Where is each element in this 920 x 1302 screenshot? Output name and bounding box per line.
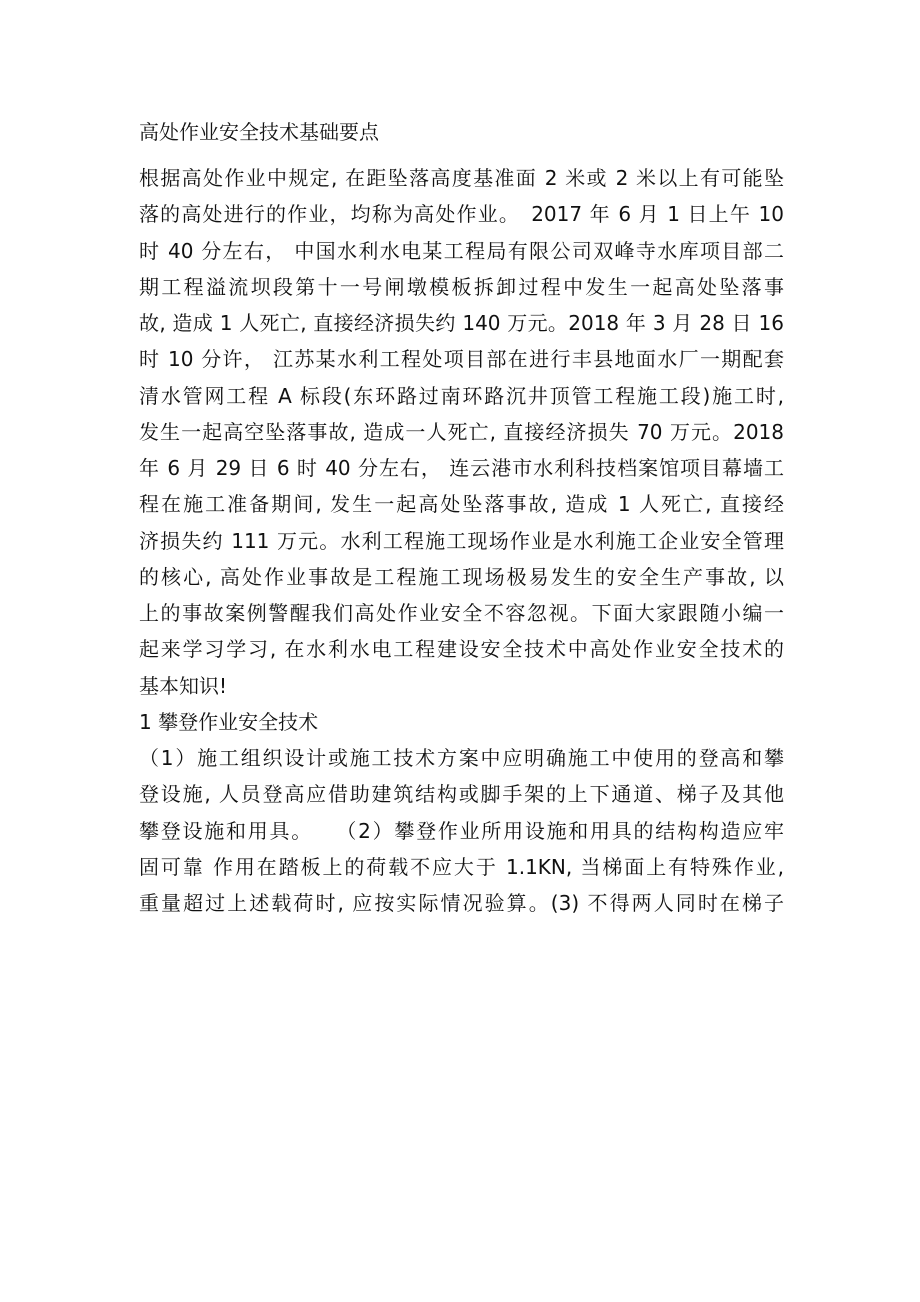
body-line: 清水管网工程 A 标段(东环路过南环路沉井顶管工程施工段)施工时, xyxy=(139,383,784,408)
body-line: 根据高处作业中规定, 在距坠落高度基准面 2 米或 2 米以上有可能坠 xyxy=(139,166,784,190)
body-line: 故, 造成 1 人死亡, 直接经济损失约 140 万元。2018 年 3 月 28 日 16 xyxy=(139,311,784,335)
body-line: 时 40 分左右， 中国水利水电某工程局有限公司双峰寺水库项目部二 xyxy=(139,238,784,263)
body-line: 固可靠 作用在踏板上的荷载不应大于 1.1KN, 当梯面上有特殊作业, xyxy=(139,854,784,879)
body-line: 上的事故案例警醒我们高处作业安全不容忽视。下面大家跟随小编一 xyxy=(139,601,784,625)
body-line: 登设施, 人员登高应借助建筑结构或脚手架的上下通道、梯子及其他 xyxy=(139,782,784,807)
body-line: 济损失约 111 万元。水利工程施工现场作业是水利施工企业安全管理 xyxy=(139,528,784,553)
body-line: 起来学习学习, 在水利水电工程建设安全技术中高处作业安全技术的 xyxy=(139,637,784,662)
body-line: 年 6 月 29 日 6 时 40 分左右， 连云港市水利科技档案馆项目幕墙工 xyxy=(139,456,784,480)
body-line: 重量超过上述载荷时, 应按实际情况验算。(3) 不得两人同时在梯子 xyxy=(139,891,784,915)
body-line: 攀登设施和用具。 （2）攀登作业所用设施和用具的结构构造应牢 xyxy=(139,818,784,843)
body-line: 期工程溢流坝段第十一号闸墩模板拆卸过程中发生一起高处坠落事 xyxy=(139,274,784,299)
body-line: 落的高处进行的作业，均称为高处作业。 2017 年 6 月 1 日上午 10 xyxy=(139,202,784,227)
body-line: 的核心, 高处作业事故是工程施工现场极易发生的安全生产事故, 以 xyxy=(139,564,784,589)
body-line: 1 攀登作业安全技术 xyxy=(139,709,319,734)
body-line: 程在施工准备期间, 发生一起高处坠落事故, 造成 1 人死亡, 直接经 xyxy=(139,492,784,517)
body-line: 发生一起高空坠落事故, 造成一人死亡, 直接经济损失 70 万元。2018 xyxy=(139,419,784,444)
body-line: 时 10 分许， 江苏某水利工程处项目部在进行丰县地面水厂一期配套 xyxy=(139,347,784,372)
body-line: 基本知识! xyxy=(139,673,228,698)
body-line: （1）施工组织设计或施工技术方案中应明确施工中使用的登高和攀 xyxy=(139,746,784,770)
document-title: 高处作业安全技术基础要点 xyxy=(139,120,379,144)
